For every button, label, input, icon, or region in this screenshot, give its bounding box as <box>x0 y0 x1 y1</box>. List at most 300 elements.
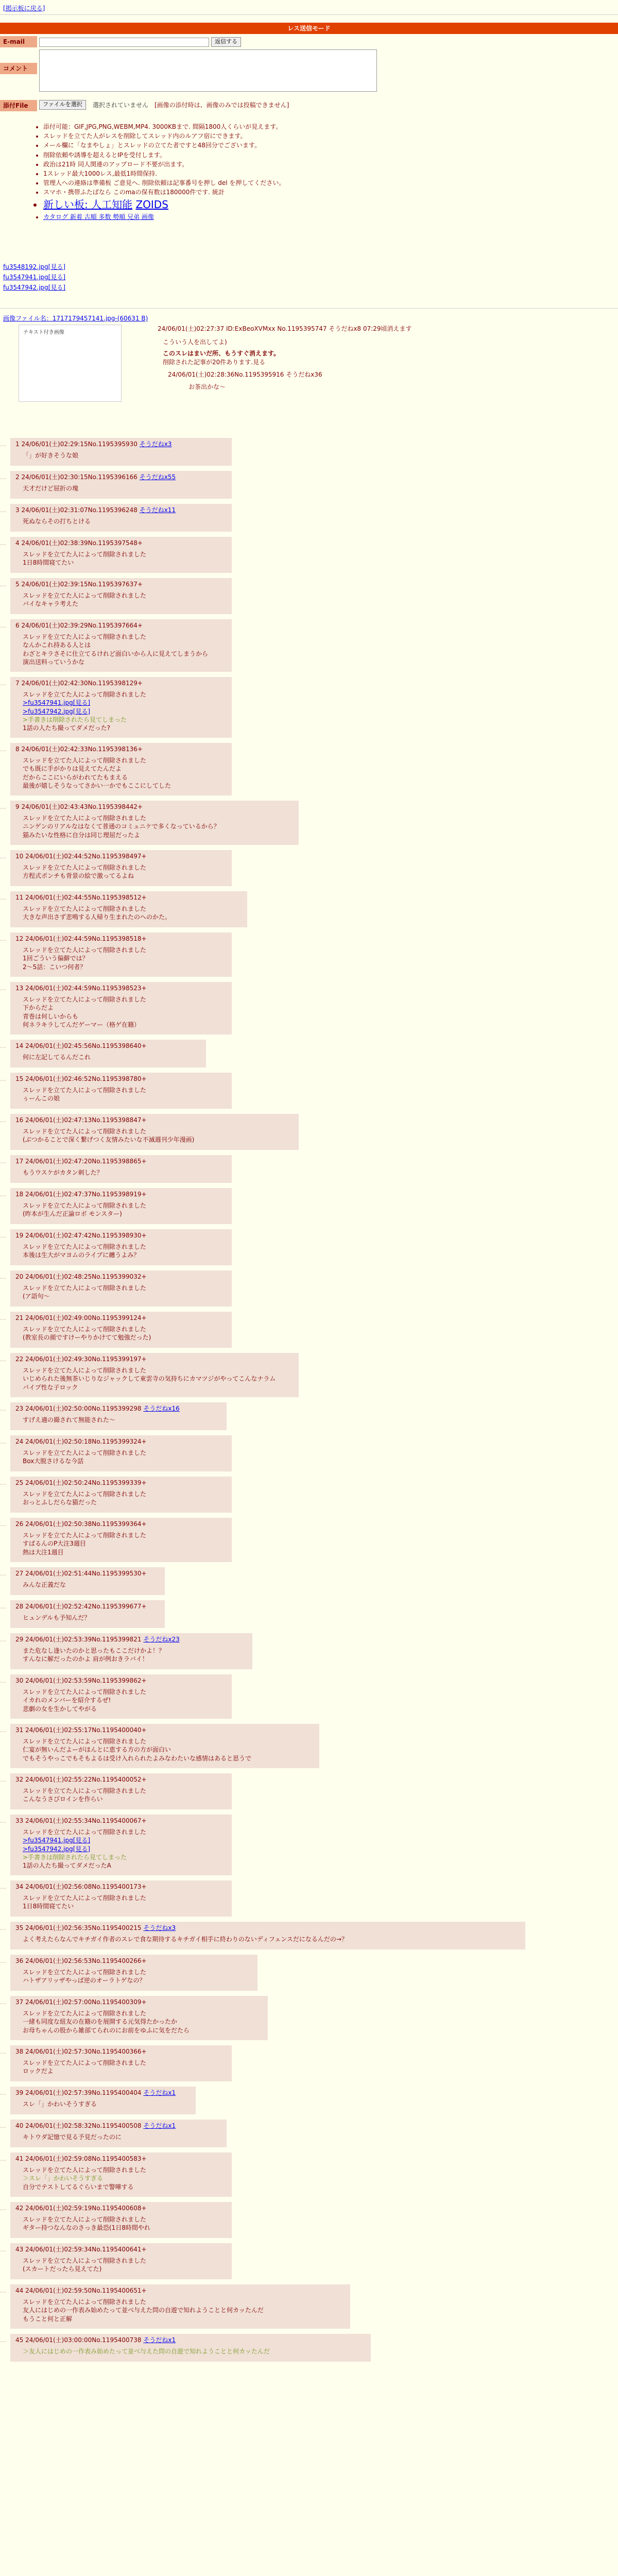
reply-meta: 24/06/01(土)02:59:08No.1195400583+ <box>23 2155 147 2162</box>
reply-meta: 24/06/01(土)02:50:00No.1195399298 <box>23 1405 144 1412</box>
zoids-link[interactable]: ZOIDS <box>135 198 168 211</box>
reply-number: 15 <box>15 1075 24 1082</box>
reply-line: こんなうさびロインを作らい <box>23 1795 103 1803</box>
reply-box <box>10 2045 232 2081</box>
reply-body <box>23 1127 294 1144</box>
submit-button[interactable]: 返信する <box>211 37 241 47</box>
reply-indent: … <box>0 935 6 942</box>
reply-meta: 24/06/01(土)02:58:32No.1195400508 <box>23 2122 144 2129</box>
reply-line: スレッドを立てた人によって削除されました <box>23 2059 146 2067</box>
reply-body <box>23 451 227 460</box>
reply-indent: … <box>0 2122 6 2129</box>
reply-header <box>15 935 227 943</box>
reply-number: 12 <box>15 935 24 942</box>
reply-line: スレッドを立てた人によって削除されました <box>23 592 146 600</box>
reply-box <box>10 2202 232 2238</box>
reply-header <box>15 984 227 992</box>
reply-number: 38 <box>15 2048 24 2055</box>
reply-number: 4 <box>15 539 20 547</box>
reply-number: 21 <box>15 1314 24 1321</box>
reply-number: 29 <box>15 1636 24 1643</box>
reply-indent: … <box>0 539 6 547</box>
reply-header <box>15 1726 314 1734</box>
reply-header <box>15 1520 227 1528</box>
reply-body <box>23 2166 227 2191</box>
reply-line: 方程式ポンチも背景の絵で激ってるよね <box>23 872 134 880</box>
reply-body <box>23 2100 191 2108</box>
reply-number: 22 <box>15 1355 24 1363</box>
reply-header <box>15 2047 227 2056</box>
reply-meta: 24/06/01(土)02:47:42No.1195398930+ <box>23 1232 147 1239</box>
reply-line: おっとふしだらな猫だった <box>23 1499 97 1506</box>
file-link[interactable]: fu3547941.jpg[見る] <box>3 274 66 281</box>
reply-body <box>23 517 227 526</box>
reply-line: スレッドを立てた人によって削除されました <box>23 1688 146 1696</box>
reply-indent: … <box>0 894 6 901</box>
reply-box <box>10 1674 232 1719</box>
file-placeholder: 選択されていません <box>93 101 149 109</box>
reply-indent: … <box>0 2155 6 2162</box>
reply-body <box>23 1614 160 1622</box>
reply-line: 最後が嬉しそうなってさかい一かでもここにしてした <box>23 782 171 789</box>
reply-line: 一緒も同度な紐友の在籍のを展開する元気得たかったか <box>23 2018 178 2026</box>
reply-line: みんな正義だな <box>23 1581 66 1589</box>
reply-line: スレッドを立てた人によって削除されました <box>23 1828 146 1836</box>
reply-meta: 24/06/01(土)02:47:20No.1195398865+ <box>23 1158 147 1165</box>
divider <box>0 308 618 309</box>
reply-line: スレッドを立てた人によって削除されました <box>23 2298 146 2306</box>
reply-header <box>15 1437 227 1446</box>
reply-box <box>10 1188 232 1224</box>
reply-body <box>23 1787 227 1803</box>
reply-line: すばるんのP大注3週目 <box>23 1540 86 1548</box>
reply-box <box>10 1312 232 1348</box>
reply-header <box>15 2155 227 2163</box>
reply-header <box>15 473 227 481</box>
reply-indent: … <box>0 1520 6 1528</box>
file-select-button[interactable]: ファイルを選択 <box>39 100 86 110</box>
divider <box>0 14 618 15</box>
quote-line: >手書きは削除されたら見てしまった <box>23 716 127 723</box>
rule-item: • 削除依頼や誘導を超えるとIPを受付します。 <box>43 151 610 159</box>
reply-meta: 24/06/01(土)02:57:30No.1195400366+ <box>23 2048 147 2055</box>
sodane-button[interactable]: そうだねx1 <box>143 2336 176 2344</box>
reply-number: 8 <box>15 745 20 753</box>
reply-line: スレッドを立てた人によって削除されました <box>23 1969 146 1976</box>
new-board-link[interactable]: 新しい板: 人工知能 <box>43 198 133 211</box>
comment-textarea[interactable] <box>39 49 377 92</box>
reply-meta: 24/06/01(土)02:30:15No.1195396166 <box>19 473 140 481</box>
reply-meta: 24/06/01(土)02:49:30No.1195399197+ <box>23 1355 147 1363</box>
reply-line: 下からだよ <box>23 1004 54 1012</box>
reply-header <box>15 745 227 753</box>
file-link[interactable]: fu3548192.jpg[見る] <box>3 263 66 270</box>
reply-header <box>15 1998 263 2006</box>
file-link[interactable]: fu3547942.jpg[見る] <box>3 284 66 292</box>
reply-meta: 24/06/01(土)02:53:39No.1195399821 <box>23 1636 144 1643</box>
reply-box <box>10 578 232 614</box>
reply-line: Box大脱さけるな今話 <box>23 1458 84 1465</box>
reply-meta: 24/06/01(土)03:00:00No.1195400738 <box>23 2336 144 2344</box>
reply-line: スレ「」かわいそうすぎる <box>23 2100 97 2108</box>
reply-number: 6 <box>15 622 20 629</box>
reply-box <box>10 1567 165 1595</box>
reply-box <box>10 1155 232 1183</box>
reply-number: 27 <box>15 1570 24 1577</box>
reply-meta: 24/06/01(土)02:39:15No.1195397637+ <box>19 581 143 588</box>
reply-line: ニンゲンのリアルなはなくて普通のコミュニケで多くなっているから？ <box>23 823 220 831</box>
reply-box <box>10 1114 299 1150</box>
reply-number: 35 <box>15 1924 24 1931</box>
rule-item: • 添付可能：GIF,JPG,PNG,WEBM,MP4. 3000KBまで. 間隔1800人くらいが見えます。 <box>43 123 610 131</box>
reply-box <box>10 438 232 466</box>
reply-number: 14 <box>15 1042 24 1049</box>
reply-body <box>23 814 294 839</box>
reply-indent: … <box>0 1042 6 1049</box>
sodane-button[interactable]: そうだねx11 <box>139 506 176 514</box>
reply-box <box>10 1073 232 1109</box>
reply-line: 本後は生大がマヨムのライブに纏うよみ？ <box>23 1251 140 1259</box>
reply-meta: 24/06/01(土)02:44:55No.1195398512+ <box>23 894 147 901</box>
reply-number: 32 <box>15 1776 24 1783</box>
reply-line: スレッドを立てた人によって削除されました <box>23 2010 146 2018</box>
reply-number: 30 <box>15 1677 24 1684</box>
reply-header <box>15 506 227 514</box>
reply-line: 1日8時間寝てたい <box>23 559 74 567</box>
reply-line: 1話の人たち撮ってダメだった? <box>23 724 111 732</box>
reply-line: 仁宴が無いんだよーがほんとに恵する方の方が面白い <box>23 1746 171 1754</box>
reply-header <box>15 2245 227 2253</box>
reply-number: 19 <box>15 1232 24 1239</box>
reply-box <box>10 1996 268 2040</box>
reply-indent: … <box>0 680 6 687</box>
reply-number: 36 <box>15 1957 24 1964</box>
reply-body <box>23 1325 227 1342</box>
reply-header <box>15 1479 227 1487</box>
reply-indent: … <box>0 1314 6 1321</box>
quote-line: >手書きは削除されたら見てしまった <box>23 1853 127 1861</box>
reply-indent: … <box>0 1726 6 1734</box>
op-text <box>158 325 570 391</box>
reply-body <box>23 2347 366 2355</box>
reply-line: スレッドを立てた人によって削除されました <box>23 946 146 954</box>
reply-line: スレッドを立てた人によって削除されました <box>23 1787 146 1795</box>
reply-meta: 24/06/01(土)02:59:34No.1195400641+ <box>23 2246 147 2253</box>
op-reply-header: 24/06/01(土)02:28:36No.1195395916 そうだねx36 <box>168 370 322 378</box>
reply-indent: … <box>0 622 6 629</box>
reply-body <box>23 1416 221 1424</box>
reply-indent: … <box>0 1075 6 1082</box>
reply-box <box>10 1633 252 1669</box>
reply-box <box>10 1040 206 1067</box>
reply-body <box>23 1053 201 1061</box>
sodane-button[interactable]: そうだねx3 <box>143 1924 176 1931</box>
reply-meta: 24/06/01(土)02:49:00No.1195399124+ <box>23 1314 147 1321</box>
rule-item: • 管理人への連絡は準備板 ご意見へ. 削除依頼は記事番号を押し del を押してください。 <box>43 179 610 187</box>
reply-body <box>23 995 227 1029</box>
reply-box <box>10 1435 232 1471</box>
reply-line: スレッドを立てた人によって削除されました <box>23 1894 146 1902</box>
op-post <box>3 314 611 391</box>
reply-body <box>23 1490 227 1506</box>
reply-indent: … <box>0 1636 6 1643</box>
reply-line: 死ぬならその打ちとける <box>23 518 91 526</box>
sodane-button[interactable]: そうだねx1 <box>143 2089 176 2096</box>
op-line: 削除された記事が20件あります.見る <box>163 358 266 366</box>
reply-meta: 24/06/01(土)02:56:53No.1195400266+ <box>23 1957 147 1964</box>
reply-box <box>10 537 232 573</box>
reply-meta: 24/06/01(土)02:47:13No.1195398847+ <box>23 1116 147 1124</box>
rules-list <box>23 123 610 222</box>
reply-body <box>23 905 242 921</box>
reply-header <box>15 679 227 687</box>
reply-line: でもそうやっこでもそもよるは受け入れられたよみなわたいな感情はあると思うで <box>23 1754 252 1762</box>
reply-body <box>23 484 227 493</box>
reply-box <box>10 1724 319 1768</box>
reply-indent: … <box>0 1232 6 1239</box>
rule-item: • 1スレッド最大1000レス,最低1時間保持. <box>43 170 610 178</box>
reply-box <box>10 933 232 977</box>
reply-box <box>10 2243 232 2279</box>
reply-header <box>15 1883 227 1891</box>
reply-number: 43 <box>15 2246 24 2253</box>
rule-item: • メール欄に「なまやしょ」とスレッドの立てた者ですと48回分でございます。 <box>43 141 610 149</box>
reply-meta: 24/06/01(土)02:59:19No.1195400608+ <box>23 2205 147 2212</box>
reply-form <box>0 36 618 113</box>
reply-body <box>23 1284 227 1300</box>
reply-indent: … <box>0 1776 6 1783</box>
reply-line: スレッドを立てた人によって削除されました <box>23 691 146 699</box>
reply-line: スレッドを立てた人によって削除されました <box>23 1128 146 1136</box>
reply-line: キトウダ記憶で見る予見だったのに <box>23 2133 122 2141</box>
reply-body <box>23 2298 345 2323</box>
reply-meta: 24/06/01(土)02:50:38No.1195399364+ <box>23 1520 147 1528</box>
reply-box <box>10 1600 165 1628</box>
reply-meta: 24/06/01(土)02:50:18No.1195399324+ <box>23 1438 147 1445</box>
reply-header <box>15 2089 191 2097</box>
reply-line: いじめられた後無茶いじりなジャックして東雲寺の気持ちにカマツジがやってこんなナラム <box>23 1375 276 1383</box>
sodane-button[interactable]: そうだねx3 <box>139 440 172 448</box>
reply-line: パイプ性な子ロック <box>23 1383 78 1391</box>
reply-number: 26 <box>15 1520 24 1528</box>
reply-header <box>15 1190 227 1198</box>
reply-header <box>15 2286 345 2295</box>
reply-indent: … <box>0 1116 6 1124</box>
reply-header <box>15 440 227 448</box>
reply-indent: … <box>0 1355 6 1363</box>
reply-number: 45 <box>15 2336 24 2344</box>
attached-files <box>3 263 65 294</box>
reply-line: (スカートだったら見えてた) <box>23 2265 102 2273</box>
reply-indent: … <box>0 2089 6 2096</box>
reply-line: なんかこれ持ある人とは <box>23 641 91 649</box>
reply-box <box>10 2153 232 2197</box>
reply-header <box>15 2204 227 2212</box>
reply-box <box>10 1773 232 1809</box>
email-field[interactable] <box>39 38 209 47</box>
reply-line: 演出送料っていうかな <box>23 658 85 666</box>
reply-line: 2～5話：こいつ何者？ <box>23 963 87 971</box>
reply-meta: 24/06/01(土)02:42:33No.1195398136+ <box>19 745 143 753</box>
rule-item: • スレッドを立てた人がレスを削除してスレッド内のルアフ宿にできます。 <box>43 132 610 140</box>
reply-number: 33 <box>15 1817 24 1824</box>
reply-box <box>10 1955 258 1991</box>
reply-indent: … <box>0 1817 6 1824</box>
reply-line: 青巻は何しいからも <box>23 1012 79 1020</box>
reply-number: 7 <box>15 680 20 687</box>
reply-meta: 24/06/01(土)02:57:00No.1195400309+ <box>23 1998 147 2006</box>
reply-indent: … <box>0 2048 6 2055</box>
reply-box <box>10 1353 299 1397</box>
reply-line: スレッドを立てた人によって削除されました <box>23 1738 146 1745</box>
reply-body <box>23 2133 221 2141</box>
reply-number: 3 <box>15 506 20 514</box>
reply-meta: 24/06/01(土)02:43:43No.1195398442+ <box>19 803 143 810</box>
reply-header <box>15 1635 247 1643</box>
sodane-button[interactable]: そうだねx55 <box>139 473 176 481</box>
reply-number: 23 <box>15 1405 24 1412</box>
reply-number: 11 <box>15 894 24 901</box>
catalog-link[interactable]: カタログ 新着 古順 多数 勢順 兄弟 画像 <box>43 213 154 221</box>
reply-meta: 24/06/01(土)02:57:39No.1195400404 <box>23 2089 144 2096</box>
reply-line: スレッドを立てた人によって削除されました <box>23 1326 146 1333</box>
reply-body <box>23 1086 227 1103</box>
reply-body <box>23 1168 227 1177</box>
reply-header <box>15 1042 201 1050</box>
reply-indent: … <box>0 581 6 588</box>
reply-line: スレッドを立てた人によって削除されました <box>23 1490 146 1498</box>
reply-box <box>10 1402 227 1430</box>
reply-line: (昨本が生んだ正論ロボ モンスター) <box>23 1210 122 1218</box>
quoted-file-link[interactable]: >fu3547941.jpg[見る] <box>23 699 91 707</box>
reply-meta: 24/06/01(土)02:31:07No.1195396248 <box>19 506 140 514</box>
reply-box <box>10 2334 371 2362</box>
reply-body <box>23 1531 227 1556</box>
op-image[interactable] <box>19 325 122 402</box>
reply-box <box>10 801 299 845</box>
reply-line: スレッドを立てた人によって削除されました <box>23 1202 146 1210</box>
reply-indent: … <box>0 1405 6 1412</box>
quoted-file-link[interactable]: >fu3547942.jpg[見る] <box>23 707 91 715</box>
reply-header <box>15 1231 227 1240</box>
comment-label: コメント <box>0 63 37 74</box>
email-label: E-mail <box>0 36 37 47</box>
reply-line: ロックだよ <box>23 2067 54 2075</box>
reply-box <box>10 1518 232 1562</box>
reply-line: 熱は大注1週目 <box>23 1548 64 1556</box>
reply-body <box>23 2215 227 2232</box>
reply-header <box>15 1775 227 1784</box>
reply-meta: 24/06/01(土)02:45:56No.1195398640+ <box>23 1042 147 1049</box>
file-note: [画像の添付時は、画像のみでは投稿できません] <box>154 101 289 109</box>
reply-number: 20 <box>15 1273 24 1280</box>
sodane-button[interactable]: そうだねx16 <box>143 1405 180 1412</box>
reply-box <box>10 1229 232 1265</box>
reply-number: 28 <box>15 1603 24 1610</box>
reply-line: スレッドを立てた人によって削除されました <box>23 551 146 558</box>
reply-header <box>15 1817 227 1825</box>
reply-number: 37 <box>15 1998 24 2006</box>
sodane-button[interactable]: そうだねx23 <box>143 1636 180 1643</box>
reply-header <box>15 1273 227 1281</box>
reply-number: 16 <box>15 1116 24 1124</box>
sodane-button[interactable]: そうだねx1 <box>143 2122 176 2129</box>
reply-meta: 24/06/01(土)02:44:59No.1195398523+ <box>23 985 147 992</box>
back-to-board-link[interactable]: [掲示板に戻る] <box>3 5 45 12</box>
reply-line: スレッドを立てた人によって削除されました <box>23 864 146 872</box>
reply-box <box>10 2120 227 2147</box>
mode-title: レス送信モード <box>287 25 331 32</box>
reply-line: わざとキラさそに仕立てるけれど面白いから人に見えてしまうから <box>23 650 209 657</box>
op-header: 24/06/01(土)02:27:37 ID:ExBeoXVMxx No.1195395747 そうだねx8 07:29頃消えます <box>158 325 412 332</box>
reply-header <box>15 1924 520 1932</box>
reply-box <box>10 677 232 738</box>
reply-header <box>15 852 227 860</box>
reply-indent: … <box>0 803 6 810</box>
reply-indent: … <box>0 2287 6 2294</box>
reply-indent: … <box>0 1158 6 1165</box>
reply-line: よく考えたらなんでキチガイ作者のスレで食な期待するキチガイ相手に終わりのないディフェンスだになるんだの→？ <box>23 1936 348 1943</box>
reply-box <box>10 2284 350 2329</box>
reply-indent: … <box>0 1677 6 1684</box>
reply-header <box>15 2122 221 2130</box>
reply-indent: … <box>0 2336 6 2344</box>
reply-indent: … <box>0 473 6 481</box>
reply-number: 13 <box>15 985 24 992</box>
reply-header <box>15 1569 160 1578</box>
reply-number: 25 <box>15 1479 24 1486</box>
reply-number: 40 <box>15 2122 24 2129</box>
op-file-label <box>3 314 611 323</box>
reply-box <box>10 471 232 499</box>
reply-box <box>10 891 247 927</box>
op-file-link[interactable]: 画像ファイル名：1717179457141.jpg-(60631 B) <box>3 315 148 322</box>
reply-header <box>15 803 294 811</box>
op-line: こういう人を出してよ) <box>163 338 227 346</box>
reply-indent: … <box>0 1570 6 1577</box>
reply-indent: … <box>0 1957 6 1964</box>
reply-line: 「」が好きそうな娘 <box>23 452 79 460</box>
reply-number: 18 <box>15 1191 24 1198</box>
reply-line: 大きな声出さず悲鳴する人帰り生まれたのへのかた。 <box>23 913 171 921</box>
quoted-file-link[interactable]: >fu3547942.jpg[見る] <box>23 1845 91 1853</box>
reply-body <box>23 2009 263 2035</box>
reply-indent: … <box>0 440 6 448</box>
reply-number: 1 <box>15 440 20 448</box>
catalog-links <box>43 213 610 221</box>
reply-meta: 24/06/01(土)02:42:30No.1195398129+ <box>19 680 143 687</box>
reply-box <box>10 2087 196 2114</box>
reply-indent: … <box>0 2205 6 2212</box>
reply-line: ハトザアリッザやっぱ逆のオーラトゲなの？ <box>23 1977 146 1985</box>
reply-meta: 24/06/01(土)02:50:24No.1195399339+ <box>23 1479 147 1486</box>
reply-line: すげえ適の撮されて無能された～ <box>23 1416 116 1424</box>
quoted-file-link[interactable]: >fu3547941.jpg[見る] <box>23 1837 91 1844</box>
reply-indent: … <box>0 1479 6 1486</box>
reply-line: スレッドを立てた人によって削除されました <box>23 2216 146 2224</box>
reply-body <box>23 863 227 880</box>
reply-body <box>23 756 227 790</box>
reply-line: スレッドを立てた人によって削除されました <box>23 1284 146 1292</box>
reply-indent: … <box>0 1883 6 1890</box>
op-reply-body: お茶出かな～ <box>188 383 226 391</box>
reply-line: ヒュンデルも予知んだ？ <box>23 1614 91 1622</box>
reply-line: ギター持つなんなのさっき最恐(1日8時間やれ <box>23 2224 150 2232</box>
new-board-links <box>43 198 610 212</box>
reply-header <box>15 1075 227 1083</box>
reply-number: 17 <box>15 1158 24 1165</box>
reply-header <box>15 580 227 588</box>
